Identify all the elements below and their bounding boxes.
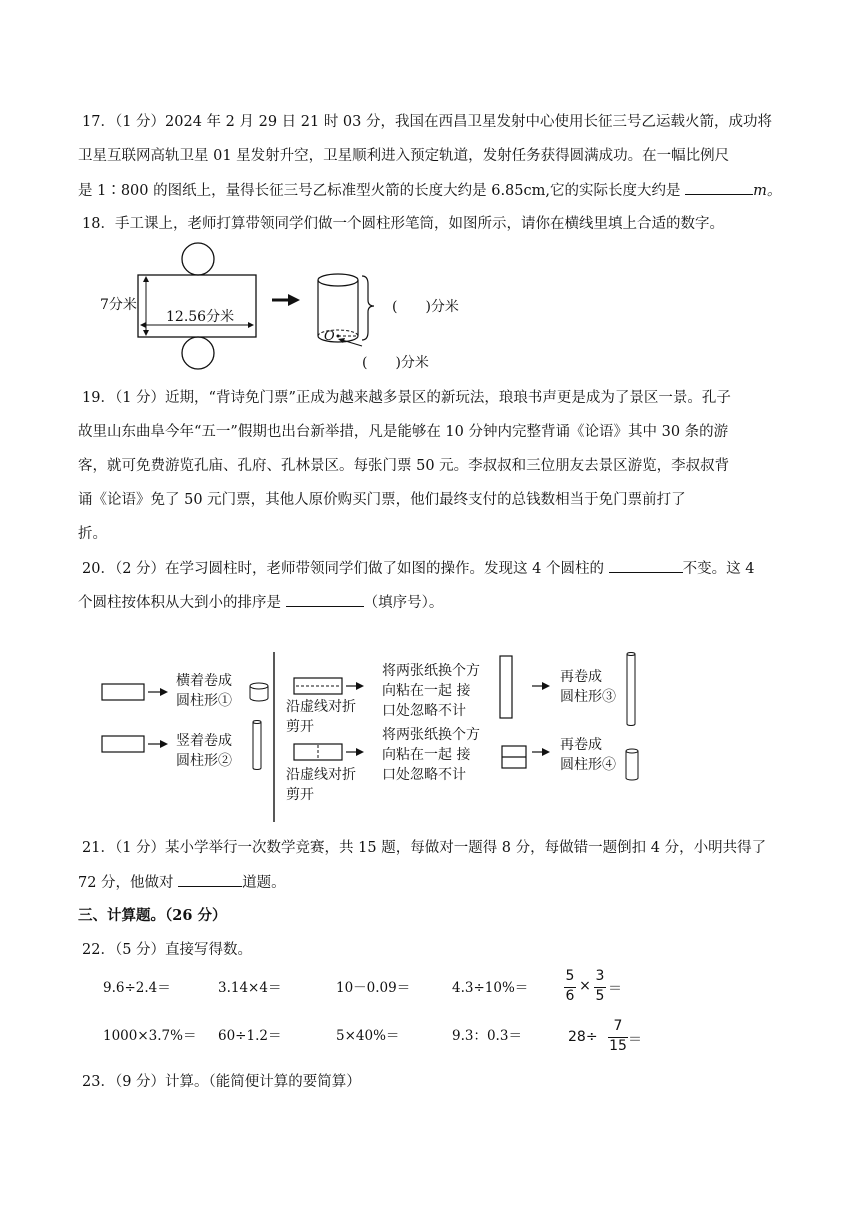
q18-center-label: O bbox=[324, 329, 335, 344]
q20-join-1b: 向粘在一起 接 bbox=[382, 683, 471, 699]
q22-r2-c3: 5×40%＝ bbox=[336, 1028, 400, 1044]
q22-r1-c4: 4.3÷10%＝ bbox=[452, 980, 529, 996]
q22-fraction-expr-1 bbox=[564, 968, 644, 1008]
q20-line1-tail: 不变。这 4 bbox=[682, 561, 755, 577]
q20-roll-horizontal-2: 圆柱形① bbox=[176, 693, 232, 709]
q17-answer-blank[interactable] bbox=[685, 180, 753, 195]
q20-cut-1a: 沿虚线对折 bbox=[286, 699, 356, 715]
q20-reroll-1a: 再卷成 bbox=[560, 669, 602, 685]
q19-line1: 19．（1 分）近期，“背诗免门票”正成为越来越多景区的新玩法，琅琅书声更是成为了景区一景。孔子 bbox=[82, 390, 731, 406]
q22-r1-c2: 3.14×4＝ bbox=[218, 980, 282, 996]
q20-line1 bbox=[82, 558, 754, 579]
q20-answer-blank-1[interactable] bbox=[609, 558, 683, 573]
q18-height-answer[interactable]: ( )分米 bbox=[392, 299, 459, 315]
q20-roll-vertical-2: 圆柱形② bbox=[176, 753, 232, 769]
q20-join-2c: 口处忽略不计 bbox=[382, 767, 466, 783]
q20-roll-vertical-1: 竖着卷成 bbox=[176, 733, 232, 749]
q20-answer-blank-2[interactable] bbox=[286, 592, 364, 607]
q22-line1: 22．（5 分）直接写得数。 bbox=[82, 942, 253, 958]
q22-r1-c1: 9.6÷2.4＝ bbox=[103, 980, 171, 996]
q22-fraction-expr-2 bbox=[568, 1018, 658, 1060]
frac1-eq: ＝ bbox=[608, 981, 622, 997]
q20-reroll-2b: 圆柱形④ bbox=[560, 757, 616, 773]
q19-line4: 诵《论语》免了 50 元门票，其他人原价购买门票，他们最终支付的总钱数相当于免门票前打了 bbox=[78, 492, 686, 508]
frac2-pre: 28÷ bbox=[568, 1029, 598, 1045]
q18-width-label: 12.56分米 bbox=[166, 309, 235, 325]
q20-line1-text: 20．（2 分）在学习圆柱时，老师带领同学们做了如图的操作。发现这 4 个圆柱的 bbox=[82, 561, 604, 577]
q23-line1: 23．（9 分）计算。（能简便计算的要简算） bbox=[82, 1074, 361, 1090]
q20-reroll-1b: 圆柱形③ bbox=[560, 689, 616, 705]
q22-r1-c3: 10－0.09＝ bbox=[336, 980, 411, 996]
q17-line2: 卫星互联网高轨卫星 01 星发射升空，卫星顺利进入预定轨道，发射任务获得圆满成功。在一幅比例尺 bbox=[78, 148, 730, 164]
q20-join-1c: 口处忽略不计 bbox=[382, 703, 466, 719]
q20-line2-tail: （填序号）。 bbox=[363, 595, 444, 611]
frac1-d2: 5 bbox=[595, 988, 605, 1004]
q18-figure bbox=[100, 240, 480, 370]
q19-line3: 客，就可免费游览孔庙、孔府、孔林景区。每张门票 50 元。李叔叔和三位朋友去景区游览，李叔叔背 bbox=[78, 458, 730, 474]
frac1-n2: 3 bbox=[595, 968, 605, 984]
q21-line2 bbox=[78, 872, 286, 893]
q20-cut-1b: 剪开 bbox=[286, 719, 314, 735]
q20-roll-horizontal-1: 横着卷成 bbox=[176, 673, 232, 689]
q18-diameter-answer[interactable]: ( )分米 bbox=[362, 355, 429, 371]
q18-line1: 18．手工课上，老师打算带领同学们做一个圆柱形笔筒，如图所示，请你在横线里填上合适的数字。 bbox=[82, 216, 724, 232]
q18-height-label: 7分米 bbox=[100, 297, 137, 313]
q20-line2-text: 个圆柱按体积从大到小的排序是 bbox=[78, 595, 281, 611]
frac1-d1: 6 bbox=[565, 988, 575, 1004]
q22-r2-c2: 60÷1.2＝ bbox=[218, 1028, 282, 1044]
q22-r2-c4: 9.3：0.3＝ bbox=[452, 1028, 522, 1044]
q21-line1: 21．（1 分）某小学举行一次数学竞赛，共 15 题，每做对一题得 8 分，每做错一题倒扣 4 分，小明共得了 bbox=[82, 840, 767, 856]
frac2-eq: ＝ bbox=[628, 1032, 642, 1048]
q20-join-2a: 将两张纸换个方 bbox=[382, 727, 480, 743]
section-title: 三、计算题。（26 分） bbox=[78, 907, 227, 924]
q17-line3-text: 是 1∶800 的图纸上，量得长征三号乙标准型火箭的长度大约是 6.85cm,它的实际长度大约是 bbox=[78, 183, 681, 199]
q19-line5: 折。 bbox=[78, 526, 107, 542]
frac1-n1: 5 bbox=[565, 968, 575, 984]
q20-cut-2b: 剪开 bbox=[286, 787, 314, 803]
q20-cut-2a: 沿虚线对折 bbox=[286, 767, 356, 783]
q17-unit: m。 bbox=[753, 183, 782, 199]
q17-line1: 17．（1 分）2024 年 2 月 29 日 21 时 03 分，我国在西昌卫星发射中心使用长征三号乙运载火箭，成功将 bbox=[82, 114, 772, 130]
q20-figure bbox=[96, 646, 656, 826]
q20-line2 bbox=[78, 592, 443, 613]
q20-join-1a: 将两张纸换个方 bbox=[382, 663, 480, 679]
q21-line2-tail: 道题。 bbox=[242, 875, 286, 891]
frac2-n: 7 bbox=[613, 1018, 623, 1034]
q20-reroll-2a: 再卷成 bbox=[560, 737, 602, 753]
frac1-op: × bbox=[579, 978, 591, 994]
q20-join-2b: 向粘在一起 接 bbox=[382, 747, 471, 763]
q17-line3 bbox=[78, 180, 781, 201]
q21-answer-blank[interactable] bbox=[178, 872, 242, 887]
frac2-d: 15 bbox=[609, 1038, 627, 1054]
q21-line2-text: 72 分，他做对 bbox=[78, 875, 174, 891]
q22-r2-c1: 1000×3.7%＝ bbox=[103, 1028, 197, 1044]
q19-line2: 故里山东曲阜今年“五一”假期也出台新举措，凡是能够在 10 分钟内完整背诵《论语》其中 30 条的游 bbox=[78, 424, 729, 440]
